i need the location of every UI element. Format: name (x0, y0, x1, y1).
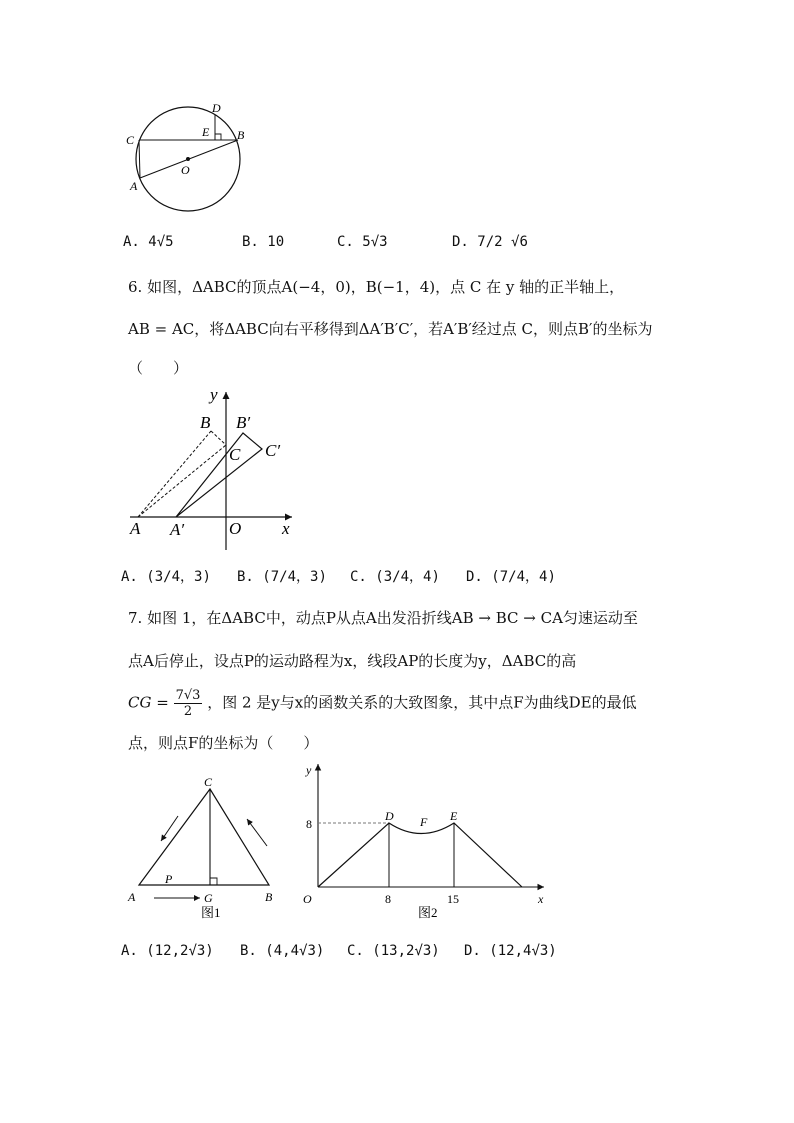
label-o: O (229, 519, 242, 538)
q5-option-b[interactable]: B. 10 (242, 234, 285, 250)
q7-option-a-text: (12,2√3) (146, 943, 214, 959)
q6-option-c-text: (3/4，4) (375, 569, 440, 585)
right-angle-g (210, 878, 217, 885)
label-c: C (126, 133, 135, 147)
q7-option-b[interactable]: B. (4,4√3) (240, 943, 325, 959)
q5-option-d-text: 7/2 √6 (477, 234, 528, 250)
q6-option-b-text: (7/4，3) (262, 569, 327, 585)
edge-ac-dashed (138, 445, 226, 517)
q7-figure-2-graph (294, 760, 554, 930)
q6-text-line1: 6. 如图，ΔABC的顶点A(−4，0)，B(−1，4)，点 C 在 y 轴的正半轴上， (128, 278, 625, 296)
function-curve (318, 823, 522, 887)
q5-option-c-text: 5√3 (362, 234, 388, 250)
label-x: x (538, 892, 544, 906)
q7-cg-label: CG = (128, 693, 174, 712)
label-x: x (282, 519, 290, 538)
chord-ca (139, 140, 140, 178)
label-b-prime: B′ (236, 413, 251, 432)
label-a: A (130, 179, 138, 193)
q5-option-a[interactable]: A. 4√5 (123, 234, 174, 250)
q6-option-b[interactable]: B. (7/4，3) (237, 569, 327, 585)
q5-option-b-text: 10 (267, 234, 285, 250)
label-e: E (202, 125, 210, 139)
q6-option-a-text: (3/4，3) (146, 569, 211, 585)
q7-option-d[interactable]: D. (12,4√3) (464, 943, 557, 959)
edge-ab-dashed (138, 431, 211, 517)
q7-option-a[interactable]: A. (12,2√3) (121, 943, 214, 959)
figure-1-caption: 图1 (201, 905, 221, 920)
label-f: F (420, 815, 428, 829)
label-e: E (450, 809, 458, 823)
q6-coordinate-figure (126, 384, 302, 552)
q7-option-c-text: (13,2√3) (372, 943, 440, 959)
label-b: B (265, 890, 273, 904)
label-o: O (181, 163, 190, 177)
q5-option-d[interactable]: D. 7/2 √6 (452, 234, 528, 250)
label-g: G (204, 891, 213, 905)
q7-text-line2: 点A后停止，设点P的运动路程为x，线段AP的长度为y，ΔABC的高 (128, 652, 577, 670)
label-a: A (128, 890, 136, 904)
q6-option-d[interactable]: D. (7/4，4) (466, 569, 556, 585)
q6-option-a[interactable]: A. (3/4，3) (121, 569, 211, 585)
label-a-prime: A′ (170, 520, 185, 539)
x-tick-15: 15 (447, 892, 459, 906)
right-angle-e (215, 134, 221, 140)
q6-text-line2: AB = AC，将ΔABC向右平移得到ΔA′B′C′，若A′B′经过点 C，则点B′的坐标为 (128, 320, 653, 338)
label-c-prime: C′ (265, 441, 281, 460)
q5-option-c[interactable]: C. 5√3 (337, 234, 388, 250)
label-y: y (306, 763, 312, 777)
label-d: D (385, 809, 394, 823)
figure-2-caption: 图2 (418, 905, 438, 920)
label-a: A (130, 519, 141, 538)
q7-option-d-text: (12,4√3) (489, 943, 557, 959)
q7-text-line1: 7. 如图 1，在ΔABC中，动点P从点A出发沿折线AB → BC → CA匀速运动至 (128, 609, 638, 627)
label-b: B (200, 413, 211, 432)
q6-option-c[interactable]: C. (3/4，4) (350, 569, 440, 585)
arrow-along-ca (161, 816, 178, 841)
arrow-along-bc (247, 819, 267, 846)
center-dot (186, 157, 190, 161)
q7-fraction-denominator: 2 (183, 704, 193, 719)
triangle-abc (139, 789, 269, 885)
label-d: D (212, 101, 221, 115)
label-y: y (210, 385, 218, 404)
label-p: P (165, 872, 173, 886)
q7-cg-fraction (174, 688, 203, 719)
q7-figure-1-triangle (120, 772, 290, 932)
q5-option-a-text: 4√5 (148, 234, 174, 250)
label-c: C (229, 445, 241, 464)
label-b: B (237, 128, 245, 142)
q7-text-line3 (128, 688, 637, 719)
q7-option-b-text: (4,4√3) (265, 943, 325, 959)
label-o: O (303, 892, 312, 906)
q7-option-c[interactable]: C. (13,2√3) (347, 943, 440, 959)
q7-text-line4: 点，则点F的坐标为（ ） (128, 734, 319, 752)
label-c: C (204, 775, 213, 789)
q5-circle-figure (118, 98, 258, 218)
edge-bc-dashed (211, 431, 226, 445)
q7-line3-suffix: ，图 2 是y与x的函数关系的大致图象，其中点F为曲线DE的最低 (207, 693, 637, 712)
q6-text-line3: （ ） (128, 359, 189, 377)
q7-fraction-numerator: 7√3 (175, 688, 201, 703)
q6-option-d-text: (7/4，4) (491, 569, 556, 585)
x-tick-8: 8 (385, 892, 391, 906)
y-tick-8: 8 (306, 817, 312, 831)
